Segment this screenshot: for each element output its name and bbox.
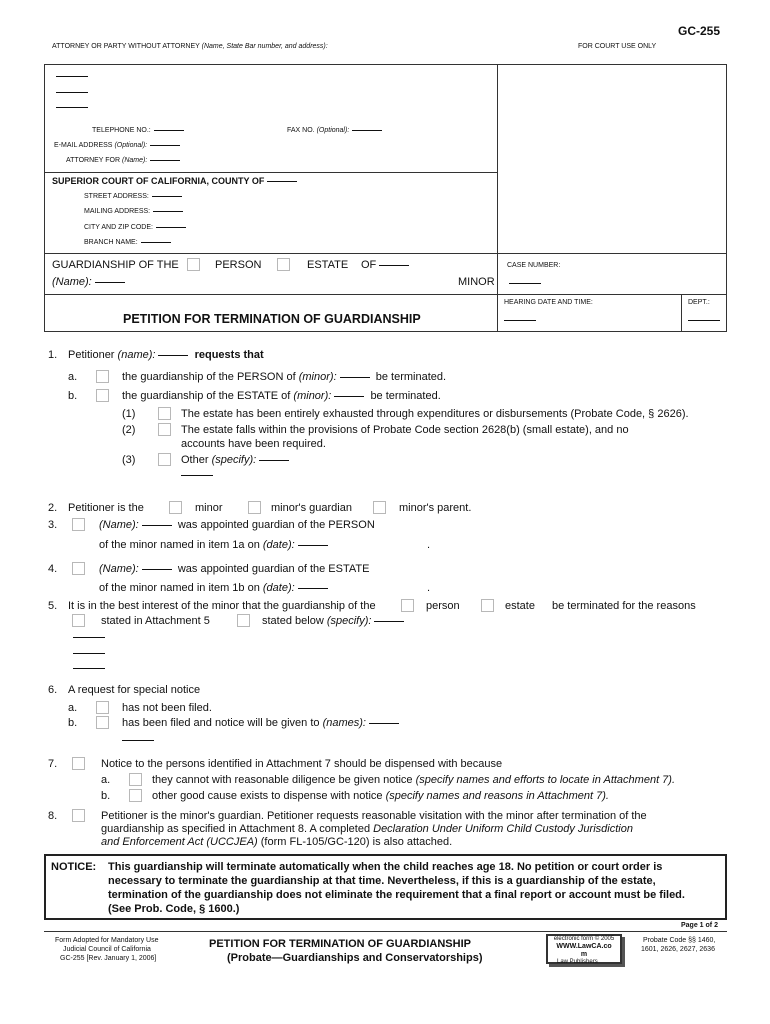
form-number: GC-255 [678, 24, 721, 38]
item-4-date-field[interactable]: of the minor named in item 1b on (date): [99, 582, 328, 594]
mailing-address-field[interactable]: MAILING ADDRESS: [84, 208, 183, 215]
item-5-below-checkbox[interactable] [237, 614, 250, 627]
item-5-line-2[interactable] [73, 653, 105, 654]
guardianship-of-label: GUARDIANSHIP OF THE [52, 259, 179, 271]
attorney-city-line[interactable] [56, 107, 88, 108]
court-county-field[interactable]: SUPERIOR COURT OF CALIFORNIA, COUNTY OF [52, 176, 297, 186]
page-title: PETITION FOR TERMINATION OF GUARDIANSHIP [123, 312, 421, 326]
item-5-person-checkbox[interactable] [401, 599, 414, 612]
fax-field[interactable]: FAX NO. (Optional): [287, 127, 382, 134]
item-6b-checkbox[interactable] [96, 716, 109, 729]
hearing-date-field[interactable] [504, 320, 536, 321]
attorney-label: ATTORNEY OR PARTY WITHOUT ATTORNEY (Name, State Bar number, and address): [52, 43, 328, 50]
item-4-name-field[interactable]: (Name): was appointed guardian of the ESTATE [99, 563, 370, 575]
item-1a-text[interactable]: the guardianship of the PERSON of (minor): be terminated. [122, 371, 447, 383]
telephone-field[interactable]: TELEPHONE NO.: [92, 127, 184, 134]
item-5-line-1[interactable] [73, 637, 105, 638]
person-checkbox[interactable] [187, 258, 200, 271]
item-5-attachment-checkbox[interactable] [72, 614, 85, 627]
city-zip-field[interactable]: CITY AND ZIP CODE: [84, 224, 186, 231]
attorney-for-field[interactable]: ATTORNEY FOR (Name): [66, 157, 180, 164]
footer-title: PETITION FOR TERMINATION OF GUARDIANSHIP [209, 938, 471, 950]
person-label: PERSON [215, 259, 262, 271]
item-5-estate-checkbox[interactable] [481, 599, 494, 612]
item-6a-checkbox[interactable] [96, 701, 109, 714]
item-3-name-field[interactable]: (Name): was appointed guardian of the PERSON [99, 519, 375, 531]
court-use-label: FOR COURT USE ONLY [578, 43, 657, 50]
item-1b3-other-field[interactable]: Other (specify): [181, 454, 289, 466]
item-3-checkbox[interactable] [72, 518, 85, 531]
email-field[interactable]: E-MAIL ADDRESS (Optional): [54, 142, 180, 149]
attorney-name-line[interactable] [56, 76, 88, 77]
attorney-address-line[interactable] [56, 92, 88, 93]
item-5-specify-field[interactable]: stated below (specify): [262, 615, 404, 627]
dept-field[interactable] [688, 320, 720, 321]
item-2-parent-checkbox[interactable] [373, 501, 386, 514]
minor-name-field[interactable]: OF [361, 259, 409, 271]
item-1b1-text: The estate has been entirely exhausted through expenditures or disbursements (Probate Code, § 2626). [181, 408, 689, 420]
item-8-checkbox[interactable] [72, 809, 85, 822]
hearing-date-label: HEARING DATE AND TIME: [504, 299, 593, 306]
item-1a-checkbox[interactable] [96, 370, 109, 383]
item-2-guardian-checkbox[interactable] [248, 501, 261, 514]
item-1b2-checkbox[interactable] [158, 423, 171, 436]
minor-label: MINOR [458, 276, 495, 288]
item-6b-names-field[interactable]: has been filed and notice will be given to (names): [122, 717, 399, 729]
item-4-checkbox[interactable] [72, 562, 85, 575]
footer-subtitle: (Probate—Guardianships and Conservatorships) [227, 952, 483, 964]
item-7a-checkbox[interactable] [129, 773, 142, 786]
item-7b-checkbox[interactable] [129, 789, 142, 802]
item-1b3-line[interactable] [181, 475, 213, 476]
name-field[interactable]: (Name): [52, 276, 125, 288]
estate-label: ESTATE [307, 259, 349, 271]
case-number-field[interactable] [509, 283, 541, 284]
item-1b-checkbox[interactable] [96, 389, 109, 402]
street-address-field[interactable]: STREET ADDRESS: [84, 193, 182, 200]
case-number-label: CASE NUMBER: [507, 262, 561, 269]
item-5-line-3[interactable] [73, 668, 105, 669]
petitioner-name-field[interactable]: Petitioner (name): requests that [68, 349, 264, 361]
notice-label: NOTICE: [51, 861, 97, 873]
item-7-checkbox[interactable] [72, 757, 85, 770]
branch-name-field[interactable]: BRANCH NAME: [84, 239, 171, 246]
dept-label: DEPT.: [688, 299, 710, 306]
estate-checkbox[interactable] [277, 258, 290, 271]
item-1b3-checkbox[interactable] [158, 453, 171, 466]
item-3-date-field[interactable]: of the minor named in item 1a on (date): [99, 539, 328, 551]
item-2-minor-checkbox[interactable] [169, 501, 182, 514]
page-number: Page 1 of 2 [681, 922, 718, 929]
item-1b1-checkbox[interactable] [158, 407, 171, 420]
publisher-logo: electronic form © 2005 WWW.LawCA.co m [546, 934, 622, 964]
item-6b-line[interactable] [122, 740, 154, 741]
item-1b2-text: The estate falls within the provisions of Probate Code section 2628(b) (small estate), and no [181, 424, 629, 436]
item-1b-text[interactable]: the guardianship of the ESTATE of (minor): be terminated. [122, 390, 441, 402]
